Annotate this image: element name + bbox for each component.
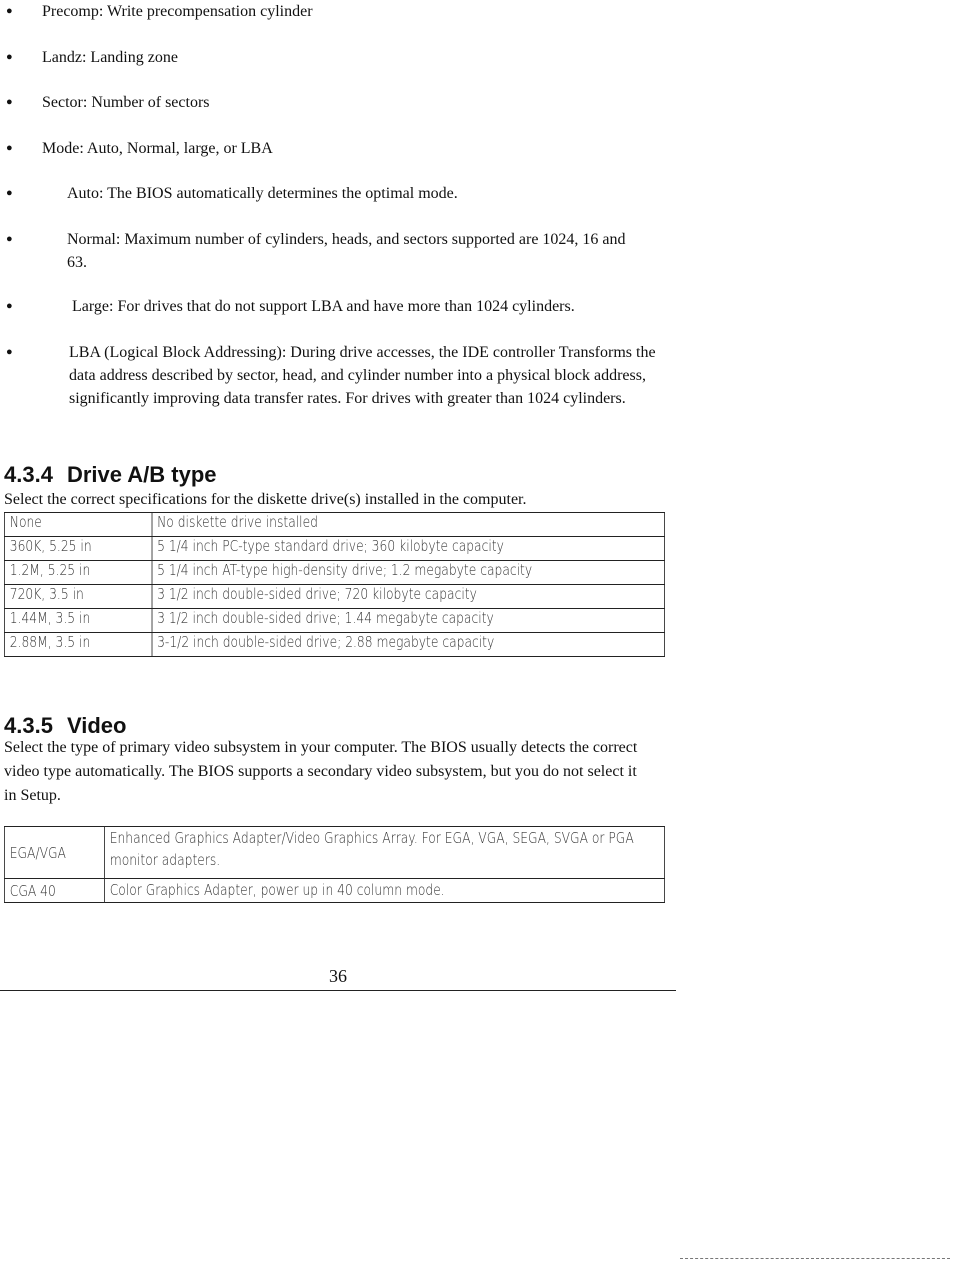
page-number: 36	[329, 966, 347, 986]
section-title: Video	[66, 713, 127, 738]
table-row	[4, 827, 664, 879]
drive-type-cell: None	[4, 513, 151, 537]
scan-artifact-line	[680, 1258, 950, 1259]
video-desc-cell: Enhanced Graphics Adapter/Video Graphics Array. For EGA, VGA, SEGA, SVGA or PGA monitor adapters.	[104, 827, 664, 879]
section-heading-drive	[4, 462, 217, 488]
drive-type-cell: 1.2M, 5.25 in	[4, 561, 151, 585]
drive-type-table	[4, 512, 665, 657]
bullet-dot-icon: ●	[6, 96, 13, 108]
bullet-dot-icon: ●	[6, 187, 13, 199]
drive-type-cell: 720K, 3.5 in	[4, 585, 151, 609]
section-intro: Select the type of primary video subsystem in your computer. The BIOS usually detects the correct video type automatically. The BIOS supports a secondary video subsystem, but you do not select it in Setup.	[4, 739, 638, 804]
table-row	[4, 561, 664, 585]
drive-desc-cell: 3 1/2 inch double-sided drive; 720 kilobyte capacity	[152, 585, 665, 609]
drive-type-cell: 2.88M, 3.5 in	[4, 633, 151, 657]
video-type-cell: EGA/VGA	[4, 827, 104, 879]
bullet-dot-icon: ●	[6, 346, 13, 358]
section-intro: Select the correct specifications for the diskette drive(s) installed in the computer.	[4, 491, 527, 508]
section-number: 4.3.5	[4, 713, 53, 738]
drive-desc-cell: 3-1/2 inch double-sided drive; 2.88 megabyte capacity	[152, 633, 665, 657]
bullet-text: Sector: Number of sectors	[42, 94, 210, 111]
section-number: 4.3.4	[4, 462, 53, 487]
drive-type-cell: 1.44M, 3.5 in	[4, 609, 151, 633]
table-row	[4, 537, 664, 561]
bullet-dot-icon: ●	[6, 233, 13, 245]
bullet-text: Mode: Auto, Normal, large, or LBA	[42, 140, 273, 157]
drive-type-cell: 360K, 5.25 in	[4, 537, 151, 561]
bullet-text: Landz: Landing zone	[42, 49, 178, 66]
video-desc-cell: Color Graphics Adapter, power up in 40 column mode.	[104, 879, 664, 903]
footer-rule	[0, 990, 676, 991]
drive-desc-cell: 5 1/4 inch PC-type standard drive; 360 kilobyte capacity	[152, 537, 665, 561]
bullet-dot-icon: ●	[6, 142, 13, 154]
drive-desc-cell: 3 1/2 inch double-sided drive; 1.44 megabyte capacity	[152, 609, 665, 633]
bullet-text: Normal: Maximum number of cylinders, heads, and sectors supported are 1024, 16 and 63.	[67, 231, 626, 271]
table-row	[4, 609, 664, 633]
drive-desc-cell: 5 1/4 inch AT-type high-density drive; 1.2 megabyte capacity	[152, 561, 665, 585]
bullet-dot-icon: ●	[6, 300, 13, 312]
video-type-cell: CGA 40	[4, 879, 104, 903]
table-row	[4, 879, 664, 903]
bullet-dot-icon: ●	[6, 5, 13, 17]
bullet-text: Precomp: Write precompensation cylinder	[42, 3, 313, 20]
drive-desc-cell: No diskette drive installed	[152, 513, 665, 537]
video-type-table	[4, 826, 665, 903]
section-title: Drive A/B type	[66, 462, 217, 487]
bullet-text: Auto: The BIOS automatically determines the optimal mode.	[67, 185, 458, 202]
table-row	[4, 633, 664, 657]
bullet-text: LBA (Logical Block Addressing): During drive accesses, the IDE controller Transforms the data address described by sector, head, and cylinder number into a physical block address, significantly improving data transfer rates. For drives with greater than 1024 cylinders.	[69, 344, 656, 407]
table-row	[4, 585, 664, 609]
bullet-dot-icon: ●	[6, 51, 13, 63]
bullet-text: Large: For drives that do not support LBA and have more than 1024 cylinders.	[72, 298, 575, 315]
table-row	[4, 513, 664, 537]
